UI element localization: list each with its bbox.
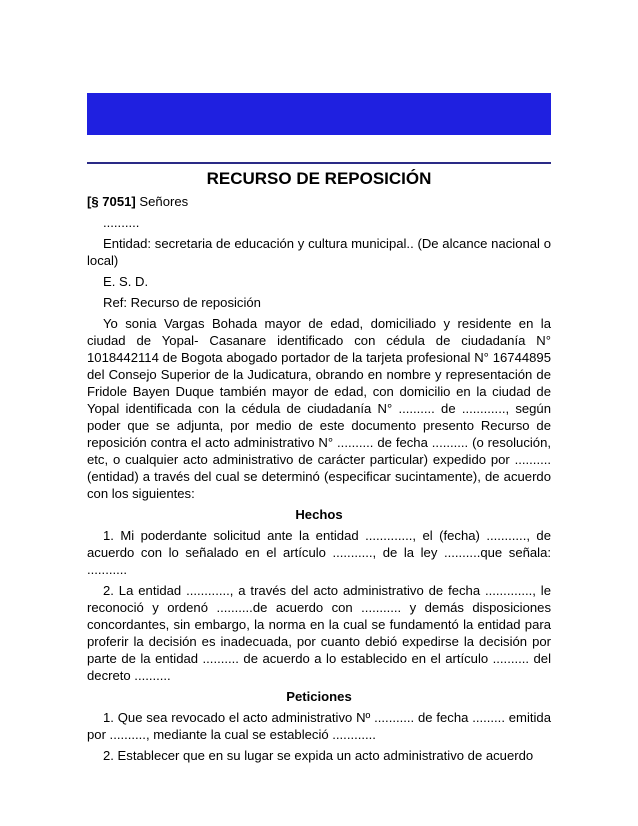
entity-paragraph: Entidad: secretaria de educación y cultura municipal.. (De alcance nacional o local) — [87, 236, 551, 268]
header-rule — [87, 162, 551, 164]
reference-tag: [§ 7051] — [87, 194, 136, 209]
salutation-text: Señores — [135, 194, 189, 209]
reference-line: Ref: Recurso de reposición — [103, 295, 261, 310]
esd-line: E. S. D. — [103, 274, 149, 289]
salutation-line — [87, 193, 551, 210]
peticiones-item-1: 1. Que sea revocado el acto administrativo Nº ........... de fecha ......... emitida por .........., mediante la cual se estableció ............ — [87, 710, 551, 742]
document-title: RECURSO DE REPOSICIÓN — [206, 169, 432, 188]
peticiones-heading: Peticiones — [286, 689, 352, 704]
body-paragraph: Yo sonia Vargas Bohada mayor de edad, domiciliado y residente en la ciudad de Yopal- Casanare identificado con cédula de ciudadanía N° 1018442114 de Bogota abogado portador de la tarjeta profesional N° 16744895 del Consejo Superior de la Judicatura, obrando en nombre y representación de Fridole Bayen Duque también mayor de edad, con domicilio en la ciudad de Yopal identificada con la cédula de ciudadanía N° .......... de ............, según poder que se adjunta, por medio de este documento presento Recurso de reposición contra el acto administrativo N° .......... de fecha .......... (o resolución, etc, o cualquier acto administrativo de carácter particular) expedido por .......... (entidad) a través del cual se determinó (especificar sucintamente), de acuerdo con los siguientes: — [87, 316, 551, 501]
peticiones-item-2: 2. Establecer que en su lugar se expida un acto administrativo de acuerdo — [103, 748, 534, 763]
hechos-heading: Hechos — [295, 507, 343, 522]
header-banner — [87, 93, 551, 135]
hechos-item-1: 1. Mi poderdante solicitud ante la entidad ............., el (fecha) ..........., de acuerdo con lo señalado en el artículo ..........., de la ley ..........que señala: ........... — [87, 528, 551, 577]
document-body — [87, 168, 551, 768]
hechos-item-2: 2. La entidad ............, a través del acto administrativo de fecha ............., le reconoció y ordenó ..........de acuerdo con ........... y demás disposiciones concordantes, sin embargo, la norma en la cual se fundamentó la entidad para proferir la decisión es inadecuada, por cuanto debió expedirse la decisión por parte de la entidad .......... de acuerdo a lo establecido en el artículo .......... del decreto .......... — [87, 583, 551, 683]
recipient-line: .......... — [103, 215, 140, 230]
